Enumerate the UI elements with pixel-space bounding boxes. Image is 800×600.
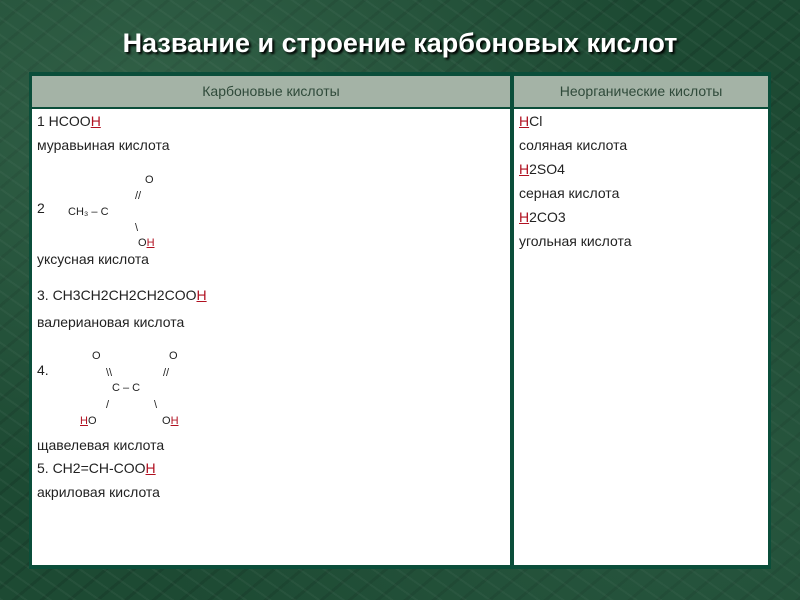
name-sulfuric-acid: серная кислота [519, 185, 620, 201]
name-acrylic-acid: акриловая кислота [37, 484, 160, 500]
formula-valeric-acid: 3. CH3CH2CH2CH2COOH [37, 287, 207, 303]
name-carbonic-acid: угольная кислота [519, 233, 632, 249]
formula-formic-acid: 1 HCOOH [37, 113, 101, 129]
acids-table [29, 72, 771, 569]
acid-hydrogen: H [145, 460, 156, 476]
header-inorganic-acids: Неорганические кислоты [514, 76, 768, 107]
formula-h2so4: H2SO4 [519, 161, 565, 177]
acid-hydrogen: H [196, 287, 207, 303]
item-number-2: 2 [37, 200, 45, 216]
name-acetic-acid: уксусная кислота [37, 251, 149, 267]
double-bond: // [135, 190, 142, 202]
name-oxalic-acid: щавелевая кислота [37, 437, 165, 453]
formula-h2co3: H2CO3 [519, 209, 566, 225]
single-bond-left: / [106, 399, 110, 411]
acid-hydrogen: H [90, 113, 101, 129]
hydroxyl-left: HO [80, 415, 97, 427]
item-number-4: 4. [37, 362, 49, 378]
carboxylic-acids-cell [32, 109, 510, 565]
acid-hydrogen: H [170, 415, 179, 427]
formula-acrylic-acid: 5. CH2=CH-COOH [37, 460, 156, 476]
oxygen-right: O [169, 350, 178, 362]
double-bond-right: // [163, 367, 170, 379]
oxygen-left: O [92, 350, 101, 362]
hydroxyl-right: OH [162, 415, 179, 427]
double-bond-left: \\ [106, 367, 113, 379]
name-valeric-acid: валериановая кислота [37, 314, 185, 330]
inorganic-acids-cell [514, 109, 768, 565]
acid-hydrogen: H [146, 237, 155, 249]
formula-hcl: HCl [519, 113, 543, 129]
name-formic-acid: муравьиная кислота [37, 137, 170, 153]
acid-hydrogen: H [519, 161, 530, 177]
single-bond: \ [135, 222, 139, 234]
oxygen-double-bond: O [145, 174, 154, 186]
carbon-carbon-bond: C – C [112, 382, 141, 394]
acid-hydrogen: H [519, 113, 530, 129]
acid-hydrogen: H [80, 415, 88, 427]
header-carboxylic-acids: Карбоновые кислоты [32, 76, 510, 107]
hydroxyl-group: OH [138, 237, 155, 249]
acid-hydrogen: H [519, 209, 530, 225]
name-hydrochloric-acid: соляная кислота [519, 137, 628, 153]
page-title: Название и строение карбоновых кислот [122, 28, 678, 58]
methyl-carbon-group: CH₃ – C [68, 206, 109, 218]
single-bond-right: \ [154, 399, 158, 411]
